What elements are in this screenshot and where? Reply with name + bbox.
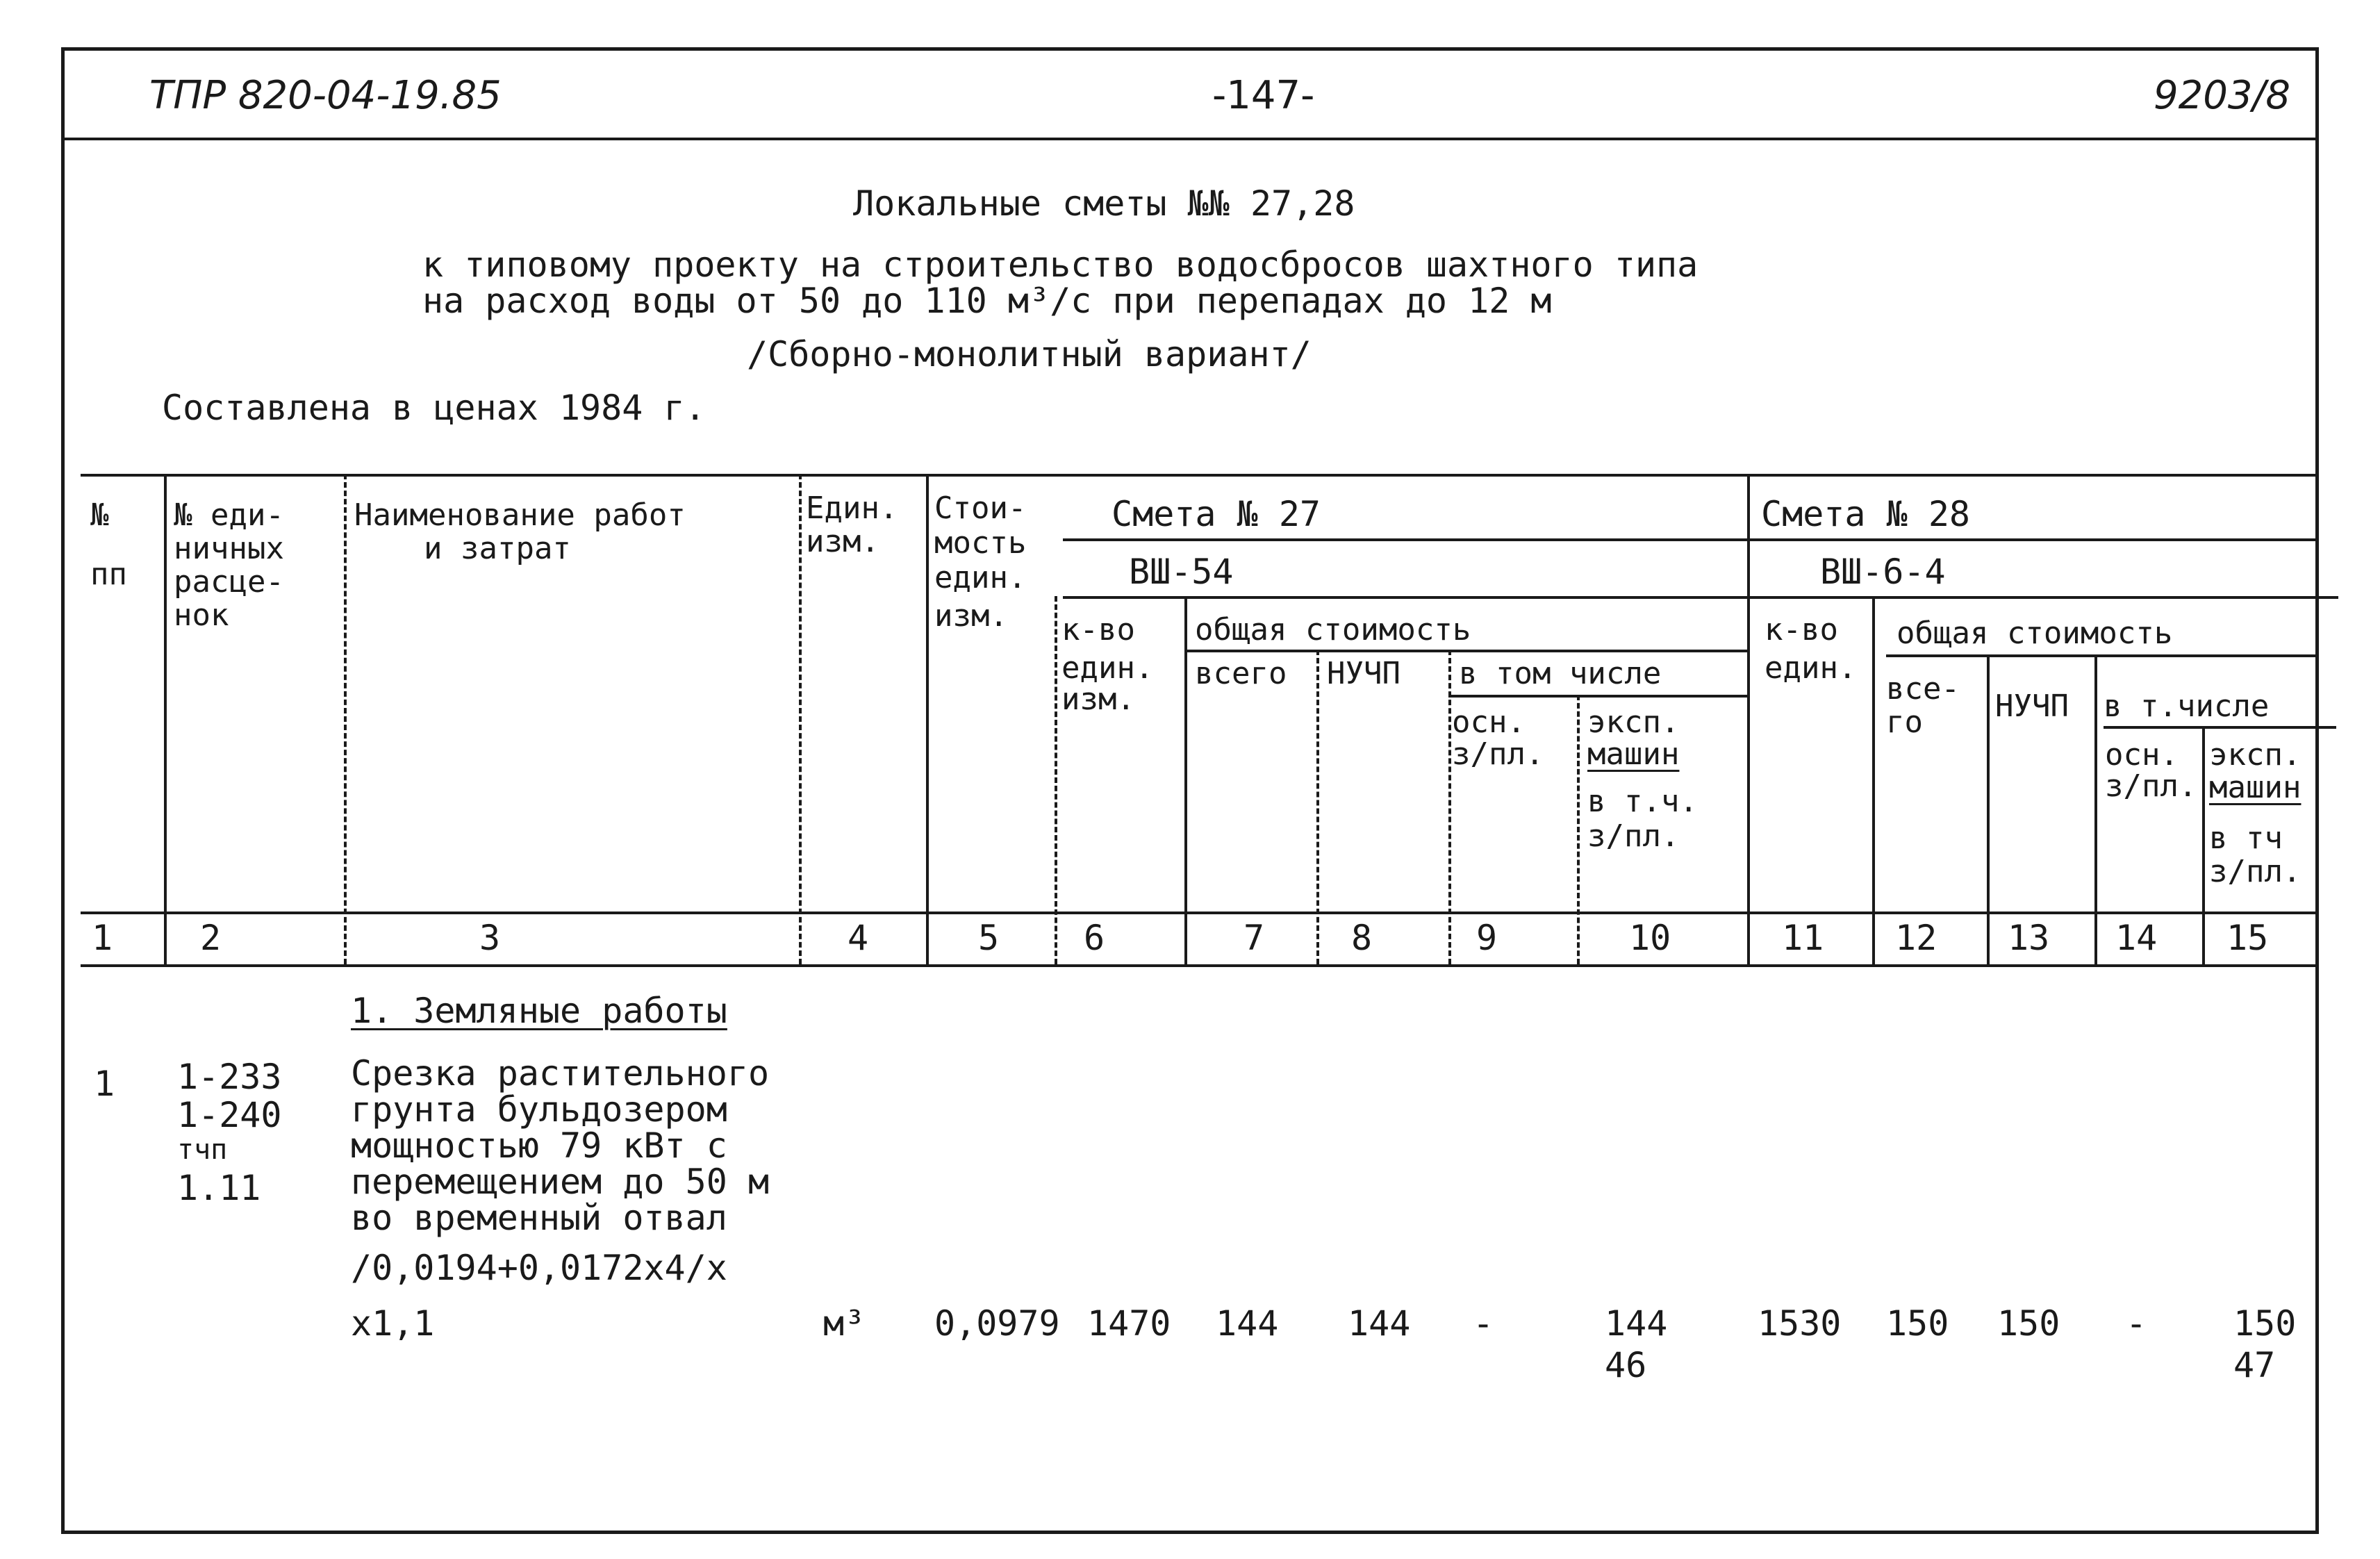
s27-mach: 144 bbox=[1605, 1303, 1668, 1344]
s28-qty: 1530 bbox=[1758, 1303, 1842, 1344]
hdr-price-1: Стои- bbox=[934, 490, 1027, 526]
col-divider-9 bbox=[1577, 695, 1580, 964]
hdr-incl-28: в т.числе bbox=[2104, 688, 2270, 724]
hdr-mach-28-1: эксп. bbox=[2209, 737, 2302, 773]
row-code-3: тчп bbox=[177, 1134, 228, 1166]
hdr-name-2: и затрат bbox=[424, 531, 571, 566]
hdr-mach-28-3: в тч bbox=[2209, 820, 2283, 856]
hdr-mach-28-4: з/пл. bbox=[2209, 854, 2302, 889]
table-top-rule bbox=[81, 474, 2316, 477]
row-name-3: мощностью 79 кВт с bbox=[351, 1125, 727, 1166]
header-rule bbox=[64, 138, 2316, 140]
hdr-code-2: ничных bbox=[174, 531, 284, 566]
hdr-price-3: един. bbox=[934, 560, 1027, 595]
hdr-nuchp-27: НУЧП bbox=[1327, 656, 1400, 691]
row-name-4: перемещением до 50 м bbox=[351, 1162, 770, 1202]
hdr-mach-27-2: машин bbox=[1587, 736, 1680, 772]
doc-code: ТПР 820-04-19.85 bbox=[149, 73, 502, 118]
row-name-1: Срезка растительного bbox=[351, 1053, 770, 1094]
hdr-price-2: мость bbox=[934, 525, 1027, 561]
header-bottom-rule bbox=[81, 912, 2316, 914]
s28-mach: 150 bbox=[2233, 1303, 2297, 1344]
col-divider-2 bbox=[344, 474, 347, 964]
row-code-2: 1-240 bbox=[177, 1095, 282, 1135]
hdr-qty28-2: един. bbox=[1765, 650, 1857, 686]
hdr-total-cost-28: общая стоимость bbox=[1896, 616, 2173, 651]
row-formula-2: х1,1 bbox=[351, 1303, 435, 1344]
hdr-code-1: № еди- bbox=[174, 497, 284, 533]
col-number-rule bbox=[81, 964, 2316, 967]
s28-nuchp: 150 bbox=[1997, 1303, 2060, 1344]
s27-mach-pay: 46 bbox=[1605, 1345, 1647, 1385]
col-num-2: 2 bbox=[200, 918, 222, 958]
col-num-5: 5 bbox=[978, 918, 1000, 958]
col-divider-6 bbox=[1184, 596, 1187, 964]
col-num-7: 7 bbox=[1243, 918, 1265, 958]
s27-nuchp: 144 bbox=[1348, 1303, 1411, 1344]
title-line-3: на расход воды от 50 до 110 м³/с при перепадах до 12 м bbox=[422, 281, 1552, 321]
smeta-27-title: Смета № 27 bbox=[1112, 494, 1321, 534]
col-num-1: 1 bbox=[92, 918, 113, 958]
col-divider-12 bbox=[1987, 654, 1990, 964]
hdr-qty28-1: к-во bbox=[1765, 612, 1838, 647]
s28-total: 150 bbox=[1886, 1303, 1949, 1344]
col-num-13: 13 bbox=[2008, 918, 2050, 958]
title-line-1: Локальные сметы №№ 27,28 bbox=[853, 183, 1355, 224]
row-name-2: грунта бульдозером bbox=[351, 1089, 727, 1130]
row-unit: м³ bbox=[823, 1303, 866, 1344]
title-line-2: к типовому проекту на строительство водосбросов шахтного типа bbox=[422, 245, 1699, 285]
col-divider-8 bbox=[1448, 650, 1451, 964]
hdr-mach-28-2: машин bbox=[2209, 770, 2302, 805]
col-num-9: 9 bbox=[1476, 918, 1498, 958]
col-num-14: 14 bbox=[2115, 918, 2158, 958]
col-num-12: 12 bbox=[1895, 918, 1937, 958]
cost-rule-28 bbox=[1886, 654, 2317, 657]
hdr-code-4: нок bbox=[174, 597, 229, 633]
prices-note: Составлена в ценах 1984 г. bbox=[162, 388, 706, 428]
col-divider-14 bbox=[2202, 726, 2205, 964]
col-num-11: 11 bbox=[1782, 918, 1824, 958]
page-number: -147- bbox=[1212, 73, 1315, 118]
smeta-rule-2 bbox=[1063, 596, 2338, 599]
hdr-base-27-1: осн. bbox=[1452, 704, 1526, 740]
hdr-no-2: пп bbox=[90, 556, 127, 592]
hdr-qty27-2: един. bbox=[1061, 650, 1154, 686]
hdr-base-28-2: з/пл. bbox=[2105, 768, 2197, 804]
row-formula-1: /0,0194+0,0172х4/х bbox=[351, 1248, 727, 1288]
smeta-28-title: Смета № 28 bbox=[1761, 494, 1971, 534]
row-code-1: 1-233 bbox=[177, 1057, 282, 1097]
hdr-no-1: № bbox=[90, 497, 109, 533]
col-num-10: 10 bbox=[1629, 918, 1671, 958]
incl-rule-28 bbox=[2104, 726, 2336, 729]
row-unit-cost: 0,0979 bbox=[934, 1303, 1060, 1344]
hdr-incl-27: в том числе bbox=[1459, 656, 1662, 691]
col-divider-13 bbox=[2094, 654, 2097, 964]
col-divider-10 bbox=[1747, 474, 1750, 964]
cost-rule-27 bbox=[1184, 650, 1747, 652]
hdr-qty27-1: к-во bbox=[1061, 612, 1135, 647]
hdr-total-28-2: го bbox=[1886, 704, 1923, 740]
hdr-mach-27-4: з/пл. bbox=[1587, 818, 1680, 854]
hdr-name-1: Наименование работ bbox=[354, 497, 686, 533]
hdr-price-4: изм. bbox=[934, 598, 1008, 634]
col-divider-5 bbox=[1055, 596, 1057, 964]
hdr-unit-1: Един. bbox=[806, 490, 898, 526]
s27-base-pay: - bbox=[1473, 1303, 1494, 1344]
hdr-total-27: всего bbox=[1195, 656, 1287, 691]
smeta-rule-1 bbox=[1063, 538, 2316, 541]
col-divider-3 bbox=[799, 474, 802, 964]
hdr-unit-2: изм. bbox=[806, 524, 879, 559]
col-num-6: 6 bbox=[1084, 918, 1105, 958]
hdr-qty27-3: изм. bbox=[1061, 682, 1135, 717]
row-code-4: 1.11 bbox=[177, 1168, 261, 1208]
col-divider-1 bbox=[164, 474, 167, 964]
hdr-base-27-2: з/пл. bbox=[1452, 736, 1544, 772]
s27-qty: 1470 bbox=[1087, 1303, 1171, 1344]
s28-base-pay: - bbox=[2126, 1303, 2147, 1344]
incl-rule-27 bbox=[1448, 695, 1747, 698]
s28-mach-pay: 47 bbox=[2233, 1345, 2276, 1385]
col-num-8: 8 bbox=[1351, 918, 1373, 958]
hdr-base-28-1: осн. bbox=[2105, 737, 2179, 773]
col-divider-11 bbox=[1872, 596, 1875, 964]
hdr-code-3: расце- bbox=[174, 564, 284, 600]
hdr-mach-27-1: эксп. bbox=[1587, 704, 1680, 740]
hdr-nuchp-28: НУЧП bbox=[1995, 688, 2069, 724]
title-line-4: /Сборно-монолитный вариант/ bbox=[747, 334, 1312, 374]
row-number: 1 bbox=[94, 1064, 115, 1104]
hdr-total-28-1: все- bbox=[1886, 671, 1960, 707]
smeta-28-code: ВШ-6-4 bbox=[1820, 552, 1946, 592]
hdr-total-cost-27: общая стоимость bbox=[1195, 612, 1471, 647]
hdr-mach-27-3: в т.ч. bbox=[1587, 784, 1698, 819]
col-divider-4 bbox=[926, 474, 929, 964]
col-divider-7 bbox=[1316, 650, 1319, 964]
col-num-3: 3 bbox=[479, 918, 501, 958]
smeta-27-code: ВШ-54 bbox=[1129, 552, 1234, 592]
section-title: 1. Земляные работы bbox=[351, 991, 727, 1031]
sheet-code: 9203/8 bbox=[2154, 73, 2291, 118]
col-num-4: 4 bbox=[848, 918, 869, 958]
col-num-15: 15 bbox=[2226, 918, 2269, 958]
s27-total: 144 bbox=[1216, 1303, 1279, 1344]
row-name-5: во временный отвал bbox=[351, 1198, 727, 1238]
